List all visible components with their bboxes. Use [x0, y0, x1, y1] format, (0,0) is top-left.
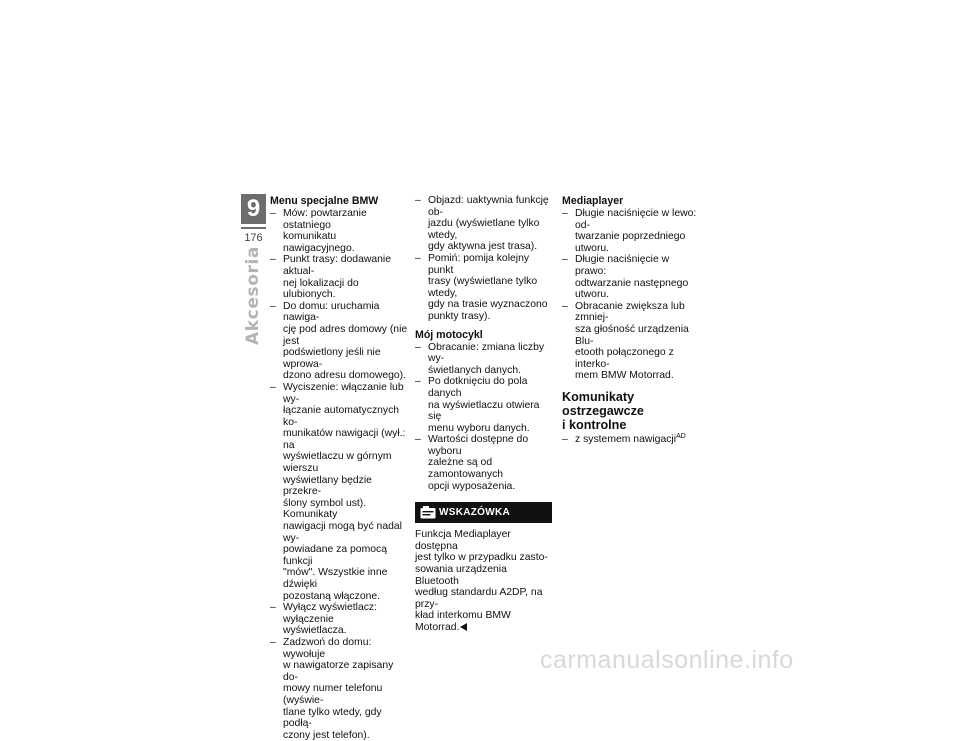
note-header [415, 502, 552, 523]
list-item: – Po dotknięciu do pola danych na wyświetlaczu otwiera się menu wyboru danych. [415, 376, 552, 434]
watermark: carmanualsonline.info [540, 646, 794, 674]
list-item: – Wartości dostępne do wyboru zależne są od zamontowanych opcji wyposażenia. [415, 434, 552, 492]
note-text: Funkcja Mediaplayer dostępna jest tylko w przypadku zasto- sowania urządzenia Bluetooth według standardu A2DP, na przy- kład interkomu BMW Motorrad. [415, 529, 548, 633]
heading-moj-motocykl: Mój motocykl [415, 328, 483, 341]
menu-specjalne-list-cont [415, 195, 552, 323]
list-item: – Długie naciśnięcie w lewo: od- twarzanie poprzedniego utworu. [562, 208, 700, 254]
heading-mediaplayer: Mediaplayer [562, 195, 624, 207]
list-item: – Objazd: uaktywnia funkcję ob- jazdu (wyświetlane tylko wtedy, gdy aktywna jest trasa). [415, 195, 552, 253]
list-item: – Pomiń: pomija kolejny punkt trasy (wyświetlane tylko wtedy, gdy na trasie wyznaczono punkty trasy). [415, 253, 552, 323]
column-1 [270, 195, 408, 741]
list-item: – Wyciszenie: włączanie lub wy- łączanie automatycznych ko- munikatów nawigacji (wył.: na wyświetlaczu w górnym wierszu wyświetlany będzie przekre- ślony symbol ust). Komunikaty nawigacji mogą być nadal wy- powiadane za pomocą funkcji "mów". Wszystkie inne dźwięki pozostaną włączone. [270, 382, 408, 602]
list-item: – Do domu: uruchamia nawiga- cję pod adres domowy (nie jest podświetlony jeśli nie wprowa- dzono adresu domowego). [270, 301, 408, 382]
list-item: – Mów: powtarzanie ostatniego komunikatu nawigacyjnego. [270, 208, 408, 254]
list-item: – Punkt trasy: dodawanie aktual- nej lokalizacji do ulubionych. [270, 254, 408, 300]
footnote-marker: AD [676, 432, 686, 440]
list-item: – Obracanie: zmiana liczby wy- świetlanych danych. [415, 342, 552, 377]
chapter-divider [241, 227, 266, 229]
menu-specjalne-list [270, 208, 408, 741]
end-of-section-icon [460, 623, 467, 631]
heading-menu-specjalne: Menu specjalne BMW [270, 195, 379, 207]
moj-motocykl-list [415, 342, 552, 493]
column-2 [415, 195, 552, 634]
note-icon [420, 506, 436, 519]
mediaplayer-list [562, 208, 700, 382]
chapter-title: Akcesoria [243, 246, 263, 345]
heading-komunikaty: Komunikaty ostrzegawcze i kontrolne [562, 389, 644, 432]
list-item: – Zadzwoń do domu: wywołuje w nawigatorze zapisany do- mowy numer telefonu (wyświe- tlane tylko wtedy, gdy podłą- czony jest telefon). [270, 637, 408, 741]
column-3 [562, 195, 700, 446]
page-number: 176 [244, 232, 263, 244]
list-item: – z systemem nawigacji$^{AD}$ [562, 434, 700, 446]
chapter-number: 9 [241, 194, 266, 224]
list-item: – Wyłącz wyświetlacz: wyłączenie wyświetlacza. [270, 602, 408, 637]
komunikaty-list [562, 434, 700, 446]
note-label: WSKAZÓWKA [439, 507, 511, 519]
list-item: – Obracanie zwiększa lub zmniej- sza głośność urządzenia Blu- etooth połączonego z interko- mem BMW Motorrad. [562, 301, 700, 382]
chapter-marker [241, 194, 266, 246]
list-item: – Długie naciśnięcie w prawo: odtwarzanie następnego utworu. [562, 254, 700, 300]
